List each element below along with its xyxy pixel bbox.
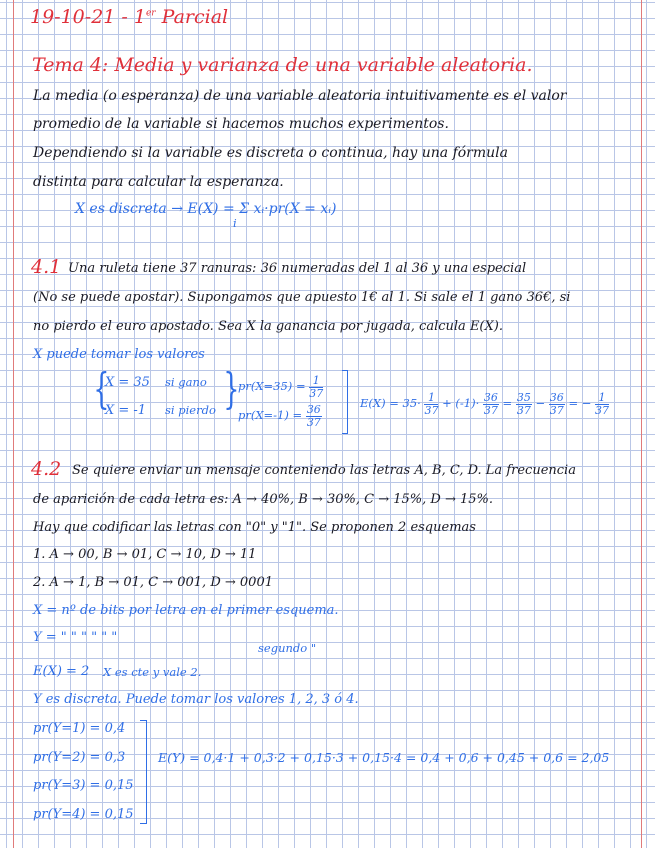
ex42-line-4: 1. A → 00, B → 01, C → 10, D → 11 bbox=[33, 547, 257, 562]
ex41-frac2-num: 36 bbox=[483, 391, 498, 404]
ex42-prob-4: pr(Y=4) = 0,15 bbox=[33, 807, 134, 822]
ex42-y-discrete: Y es discreta. Puede tomar los valores 1, 2, 3 ó 4. bbox=[33, 692, 359, 707]
ex42-prob-2: pr(Y=2) = 0,3 bbox=[33, 750, 126, 765]
ex42-y-def: Y = " " " " " " bbox=[33, 630, 118, 645]
ex41-pr1-label: pr(X=35) = bbox=[238, 379, 306, 394]
ex42-prob-bracket bbox=[140, 720, 147, 824]
ex42-prob-1: pr(Y=1) = 0,4 bbox=[33, 721, 126, 736]
ex42-line-2: de aparición de cada letra es: A → 40%, B → 30%, C → 15%, D → 15%. bbox=[33, 492, 493, 507]
ex41-frac3-num: 35 bbox=[516, 391, 531, 404]
ex41-frac5-num: 1 bbox=[595, 392, 609, 405]
tema-formula-sub: i bbox=[233, 216, 237, 230]
header-line bbox=[30, 8, 228, 27]
margin-line-left bbox=[13, 0, 14, 848]
ex41-pr1-frac bbox=[309, 375, 323, 399]
ex41-ex-lhs: E(X) = 35· bbox=[360, 396, 421, 411]
ex41-frac2 bbox=[483, 392, 499, 416]
ex41-pr1-den: 37 bbox=[309, 386, 324, 400]
tema-para-2: promedio de la variable si hacemos muchos experimentos. bbox=[33, 116, 449, 132]
ex41-ex-plus: + (-1)· bbox=[442, 396, 480, 411]
ex41-ex-eq1: = bbox=[502, 396, 513, 411]
tema-para-1: La media (o esperanza) de una variable aleatoria intuitivamente es el valor bbox=[33, 88, 567, 104]
ex41-frac4-den: 37 bbox=[549, 403, 564, 417]
ex41-frac1-den: 37 bbox=[424, 403, 439, 417]
header-ordinal-sup: er bbox=[145, 8, 156, 19]
ex41-case1-val: X = 35 bbox=[105, 375, 150, 390]
tema-formula bbox=[75, 202, 337, 216]
ex41-pr2-label: pr(X=-1) = bbox=[238, 408, 303, 423]
ex41-frac4-num: 36 bbox=[549, 391, 564, 404]
tema-formula-text: X es discreta → E(X) = Σ xᵢ·pr(X = xᵢ) bbox=[75, 201, 337, 217]
ex41-ex-eq2: = − bbox=[568, 396, 592, 411]
tema-title: Tema 4: Media y varianza de una variable aleatoria. bbox=[32, 54, 533, 76]
header-date: 19-10-21 bbox=[30, 6, 116, 28]
ex42-label: 4.2 bbox=[31, 458, 62, 480]
header-title-word: Parcial bbox=[161, 6, 229, 28]
ex41-frac1 bbox=[424, 392, 438, 416]
tema-para-3: Dependiendo si la variable es discreta o continua, hay una fórmula bbox=[33, 145, 508, 161]
ex41-intro: X puede tomar los valores bbox=[33, 347, 205, 362]
margin-line-right bbox=[641, 0, 642, 848]
ex41-case2-cond: si pierdo bbox=[165, 403, 216, 417]
ex42-line-5: 2. A → 1, B → 01, C → 001, D → 0001 bbox=[33, 575, 273, 590]
ex41-frac2-den: 37 bbox=[483, 403, 498, 417]
ex42-prob-3: pr(Y=3) = 0,15 bbox=[33, 778, 134, 793]
ex42-y-def-2: segundo " bbox=[258, 641, 317, 655]
ex41-ex-minus: − bbox=[535, 396, 546, 411]
ex41-case1-cond: si gano bbox=[165, 375, 207, 389]
ex41-line-2: (No se puede apostar). Supongamos que apuesto 1€ al 1. Si sale el 1 gano 36€, si bbox=[33, 290, 571, 305]
ex41-case2-val: X = -1 bbox=[105, 403, 147, 418]
ex42-x-def: X = nº de bits por letra en el primer esquema. bbox=[33, 603, 339, 618]
ex42-line-1: Se quiere enviar un mensaje conteniendo las letras A, B, C, D. La frecuencia bbox=[72, 463, 576, 478]
header-ordinal: 1 bbox=[133, 6, 146, 28]
ex41-frac1-num: 1 bbox=[424, 392, 438, 405]
ex41-left-brace: { bbox=[93, 364, 110, 413]
ex41-frac3 bbox=[516, 392, 532, 416]
tema-para-4: distinta para calcular la esperanza. bbox=[33, 174, 284, 190]
ex41-line-1: Una ruleta tiene 37 ranuras: 36 numeradas del 1 al 36 y una especial bbox=[68, 261, 527, 276]
ex41-frac4 bbox=[549, 392, 565, 416]
ex41-frac3-den: 37 bbox=[516, 403, 531, 417]
ex41-frac5-den: 37 bbox=[595, 403, 610, 417]
ex41-pr2-den: 37 bbox=[306, 415, 321, 429]
ex41-pr2-num: 36 bbox=[306, 403, 321, 416]
ex41-frac5 bbox=[595, 392, 609, 416]
ex41-pr1-num: 1 bbox=[309, 375, 323, 388]
ex41-right-brace: } bbox=[223, 364, 240, 413]
ex41-right-bracket bbox=[342, 370, 348, 434]
ex41-pr2 bbox=[238, 404, 322, 428]
ex41-pr1 bbox=[238, 375, 323, 399]
ex42-ex-x: E(X) = 2 bbox=[33, 664, 90, 679]
ex42-ey: E(Y) = 0,4·1 + 0,3·2 + 0,15·3 + 0,15·4 = 0,4 + 0,6 + 0,45 + 0,6 = 2,05 bbox=[158, 750, 610, 765]
ex42-line-3: Hay que codificar las letras con "0" y "1". Se proponen 2 esquemas bbox=[33, 520, 476, 535]
header-sep: - bbox=[121, 6, 128, 28]
ex41-expectation bbox=[360, 392, 609, 416]
ex41-line-3: no pierdo el euro apostado. Sea X la ganancia por jugada, calcula E(X). bbox=[33, 319, 503, 334]
ex41-pr2-frac bbox=[306, 404, 322, 428]
ex42-ex-x-note: X es cte y vale 2. bbox=[103, 665, 202, 679]
ex41-label: 4.1 bbox=[31, 256, 62, 278]
